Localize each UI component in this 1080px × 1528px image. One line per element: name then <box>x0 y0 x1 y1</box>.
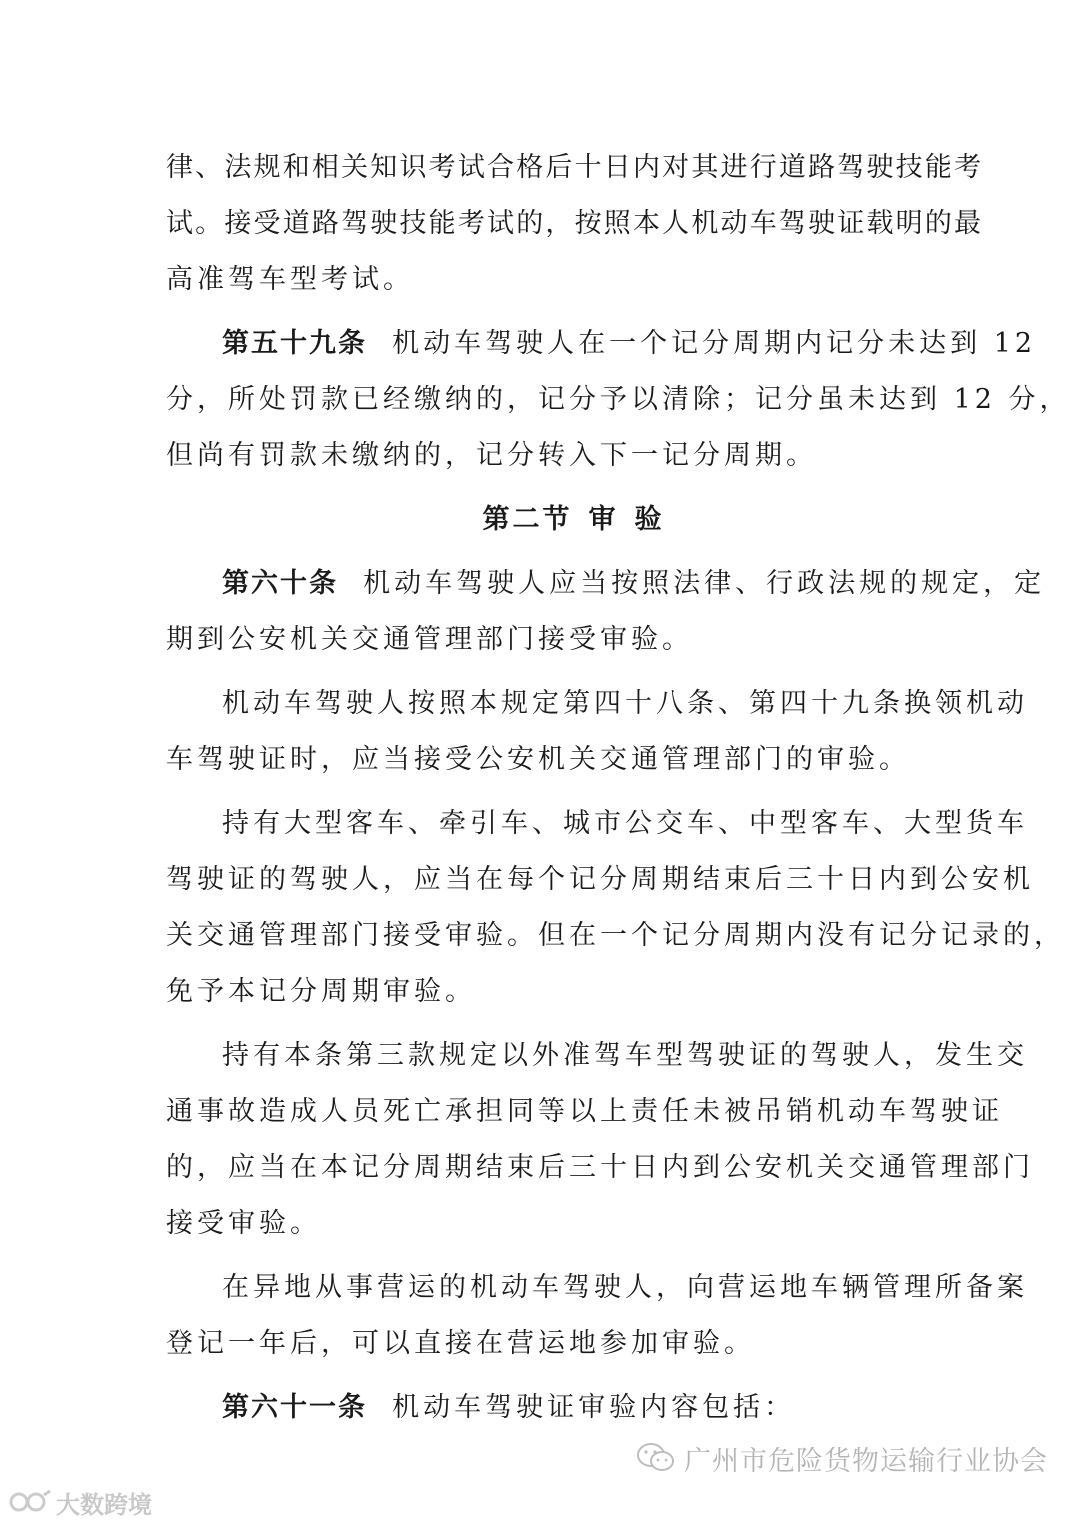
article-heading: 第六十一条 <box>222 1392 367 1423</box>
wechat-watermark <box>636 1430 1048 1486</box>
text-line: 车驾驶证时，应当接受公安机关交通管理部门的审验。 <box>166 744 910 775</box>
article-heading: 第五十九条 <box>222 328 367 359</box>
text-line: 在异地从事营运的机动车驾驶人，向营运地车辆管理所备案 <box>222 1272 1028 1303</box>
article-heading: 第六十条 <box>222 568 338 599</box>
article-text: 机动车驾驶人在一个记分周期内记分未达到 12 <box>392 328 1037 359</box>
text-line: 律、法规和相关知识考试合格后十日内对其进行道路驾驶技能考 <box>166 152 981 183</box>
text-line: 接受审验。 <box>166 1208 321 1239</box>
watermark-text: 广州市危险货物运输行业协会 <box>684 1445 1048 1477</box>
section-title: 第二节 审 验 <box>482 504 665 535</box>
article-60-first-line <box>166 556 1046 612</box>
text-line: 期到公安机关交通管理部门接受审验。 <box>166 624 693 655</box>
text-line: 通事故造成人员死亡承担同等以上责任未被吊销机动车驾驶证 <box>166 1096 1003 1127</box>
text-line: 高准驾车型考试。 <box>166 264 414 295</box>
logo-icon <box>8 1489 52 1515</box>
text-line: 持有本条第三款规定以外准驾车型驾驶证的驾驶人，发生交 <box>222 1040 1028 1071</box>
text-line: 免予本记分周期审验。 <box>166 976 476 1007</box>
article-61-first-line <box>166 1380 981 1436</box>
watermark-text: 大数跨境 <box>56 1490 152 1519</box>
text-line: 分，所处罚款已经缴纳的，记分予以清除；记分虽未达到 12 分， <box>166 384 1071 415</box>
article-59-first-line <box>166 316 1037 372</box>
text-line: 关交通管理部门接受审验。但在一个记分周期内没有记分记录的， <box>166 920 1065 951</box>
text-line: 试。接受道路驾驶技能考试的，按照本人机动车驾驶证载明的最 <box>166 208 981 239</box>
article-text: 机动车驾驶人应当按照法律、行政法规的规定，定 <box>363 568 1046 599</box>
text-line: 驾驶证的驾驶人，应当在每个记分周期结束后三十日内到公安机 <box>166 864 1034 895</box>
brand-watermark <box>8 1484 152 1520</box>
text-line: 机动车驾驶人按照本规定第四十八条、第四十九条换领机动 <box>222 688 1028 719</box>
wechat-icon <box>636 1441 676 1475</box>
text-line: 登记一年后，可以直接在营运地参加审验。 <box>166 1328 755 1359</box>
article-text: 机动车驾驶证审验内容包括： <box>392 1392 796 1423</box>
document-body <box>166 140 1071 1436</box>
text-line: 但尚有罚款未缴纳的，记分转入下一记分周期。 <box>166 440 817 471</box>
text-line: 持有大型客车、牵引车、城市公交车、中型客车、大型货车 <box>222 808 1028 839</box>
text-line: 的，应当在本记分周期结束后三十日内到公安机关交通管理部门 <box>166 1152 1034 1183</box>
